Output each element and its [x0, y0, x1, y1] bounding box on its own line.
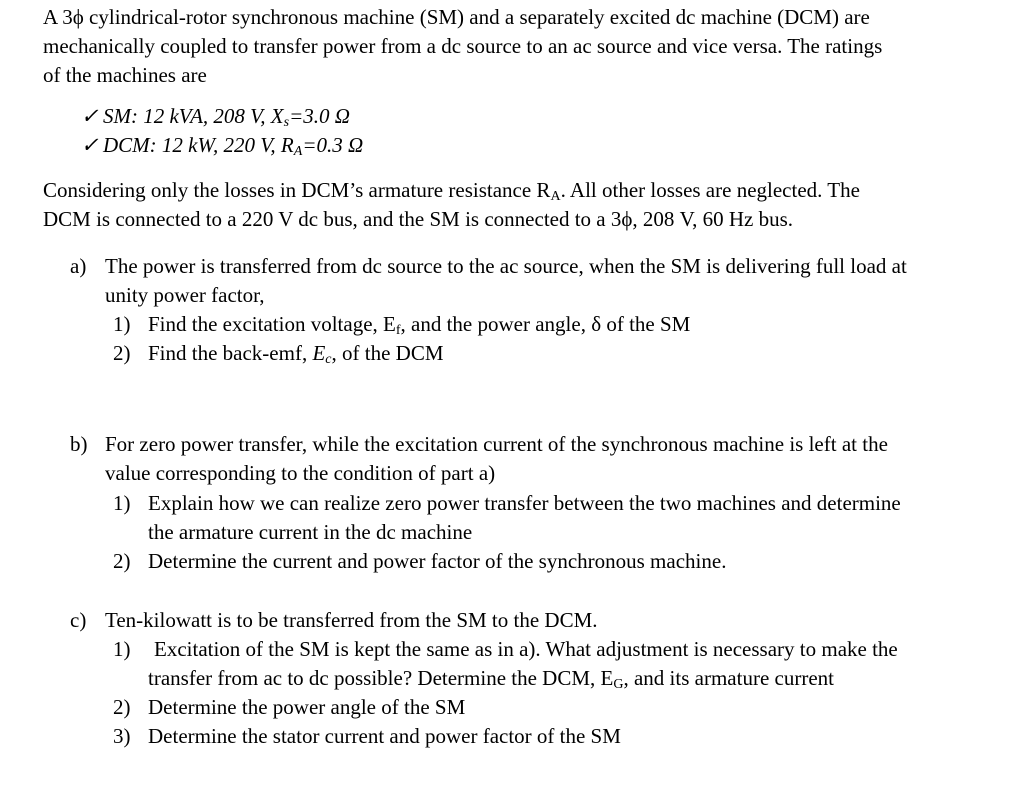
part-a-line-1: The power is transferred from dc source to the ac source, when the SM is delivering full load at [105, 254, 907, 278]
part-c-q1-number: 1) [113, 637, 131, 661]
rating-dcm-r-value: =0.3 Ω [302, 133, 364, 157]
rating-sm-prefix: SM: 12 kVA, 208 V, [103, 104, 271, 128]
part-a-line-2: unity power factor, [105, 283, 265, 307]
part-b-q1-line-1: Explain how we can realize zero power transfer between the two machines and determine [148, 491, 901, 515]
part-c-line-1: Ten-kilowatt is to be transferred from the SM to the DCM. [105, 608, 598, 632]
considering-line-2: DCM is connected to a 220 V dc bus, and the SM is connected to a 3ϕ, 208 V, 60 Hz bus. [43, 207, 794, 231]
part-c-q2-number: 2) [113, 695, 131, 719]
check-icon: ✓ [81, 133, 99, 157]
part-c-q1-line-2: transfer from ac to dc possible? Determine the DCM, $E_G$, and its armature current [148, 666, 834, 692]
part-b-line-2: value corresponding to the condition of part a) [105, 461, 496, 485]
intro-line-2: mechanically coupled to transfer power from a dc source to an ac source and vice versa. The ratings [43, 34, 883, 58]
part-c-q3-number: 3) [113, 724, 131, 748]
rating-dcm [81, 131, 363, 160]
rating-dcm-r-sub: A [293, 144, 303, 159]
part-b-label: b) [70, 432, 88, 456]
part-c-q1-line-1: Excitation of the SM is kept the same as in a). What adjustment is necessary to make the [154, 637, 898, 661]
rating-dcm-prefix: DCM: 12 kW, 220 V, [103, 133, 281, 157]
part-c-label: c) [70, 608, 87, 632]
part-a-q1-number: 1) [113, 312, 131, 336]
intro-line-1: A 3ϕ cylindrical-rotor synchronous machine (SM) and a separately excited dc machine (DCM) are [43, 5, 870, 29]
check-icon: ✓ [81, 104, 99, 128]
part-a-q1: Find the excitation voltage, $E_f$, and the power angle, δ of the SM [148, 312, 691, 338]
part-b-line-1: For zero power transfer, while the excitation current of the synchronous machine is left at the [105, 432, 888, 456]
part-c-q2: Determine the power angle of the SM [148, 695, 466, 719]
rating-sm [81, 102, 350, 131]
part-c-q3: Determine the stator current and power factor of the SM [148, 724, 621, 748]
intro-line-3: of the machines are [43, 63, 207, 87]
part-b-q2: Determine the current and power factor of the synchronous machine. [148, 549, 727, 573]
rating-sm-x-symbol: X [270, 104, 284, 128]
rating-dcm-r-symbol: R [280, 133, 294, 157]
considering-line-1: Considering only the losses in DCM’s armature resistance $R_A$. All other losses are neglected. The [43, 178, 860, 204]
rating-sm-x-sub: s [283, 115, 290, 130]
part-b-q1-line-2: the armature current in the dc machine [148, 520, 473, 544]
part-a-label: a) [70, 254, 87, 278]
rating-sm-x-value: =3.0 Ω [289, 104, 350, 128]
part-b-q1-number: 1) [113, 491, 131, 515]
part-a-q2: Find the back-emf, $E_c$, of the DCM [148, 341, 444, 367]
part-b-q2-number: 2) [113, 549, 131, 573]
part-a-q2-number: 2) [113, 341, 131, 365]
